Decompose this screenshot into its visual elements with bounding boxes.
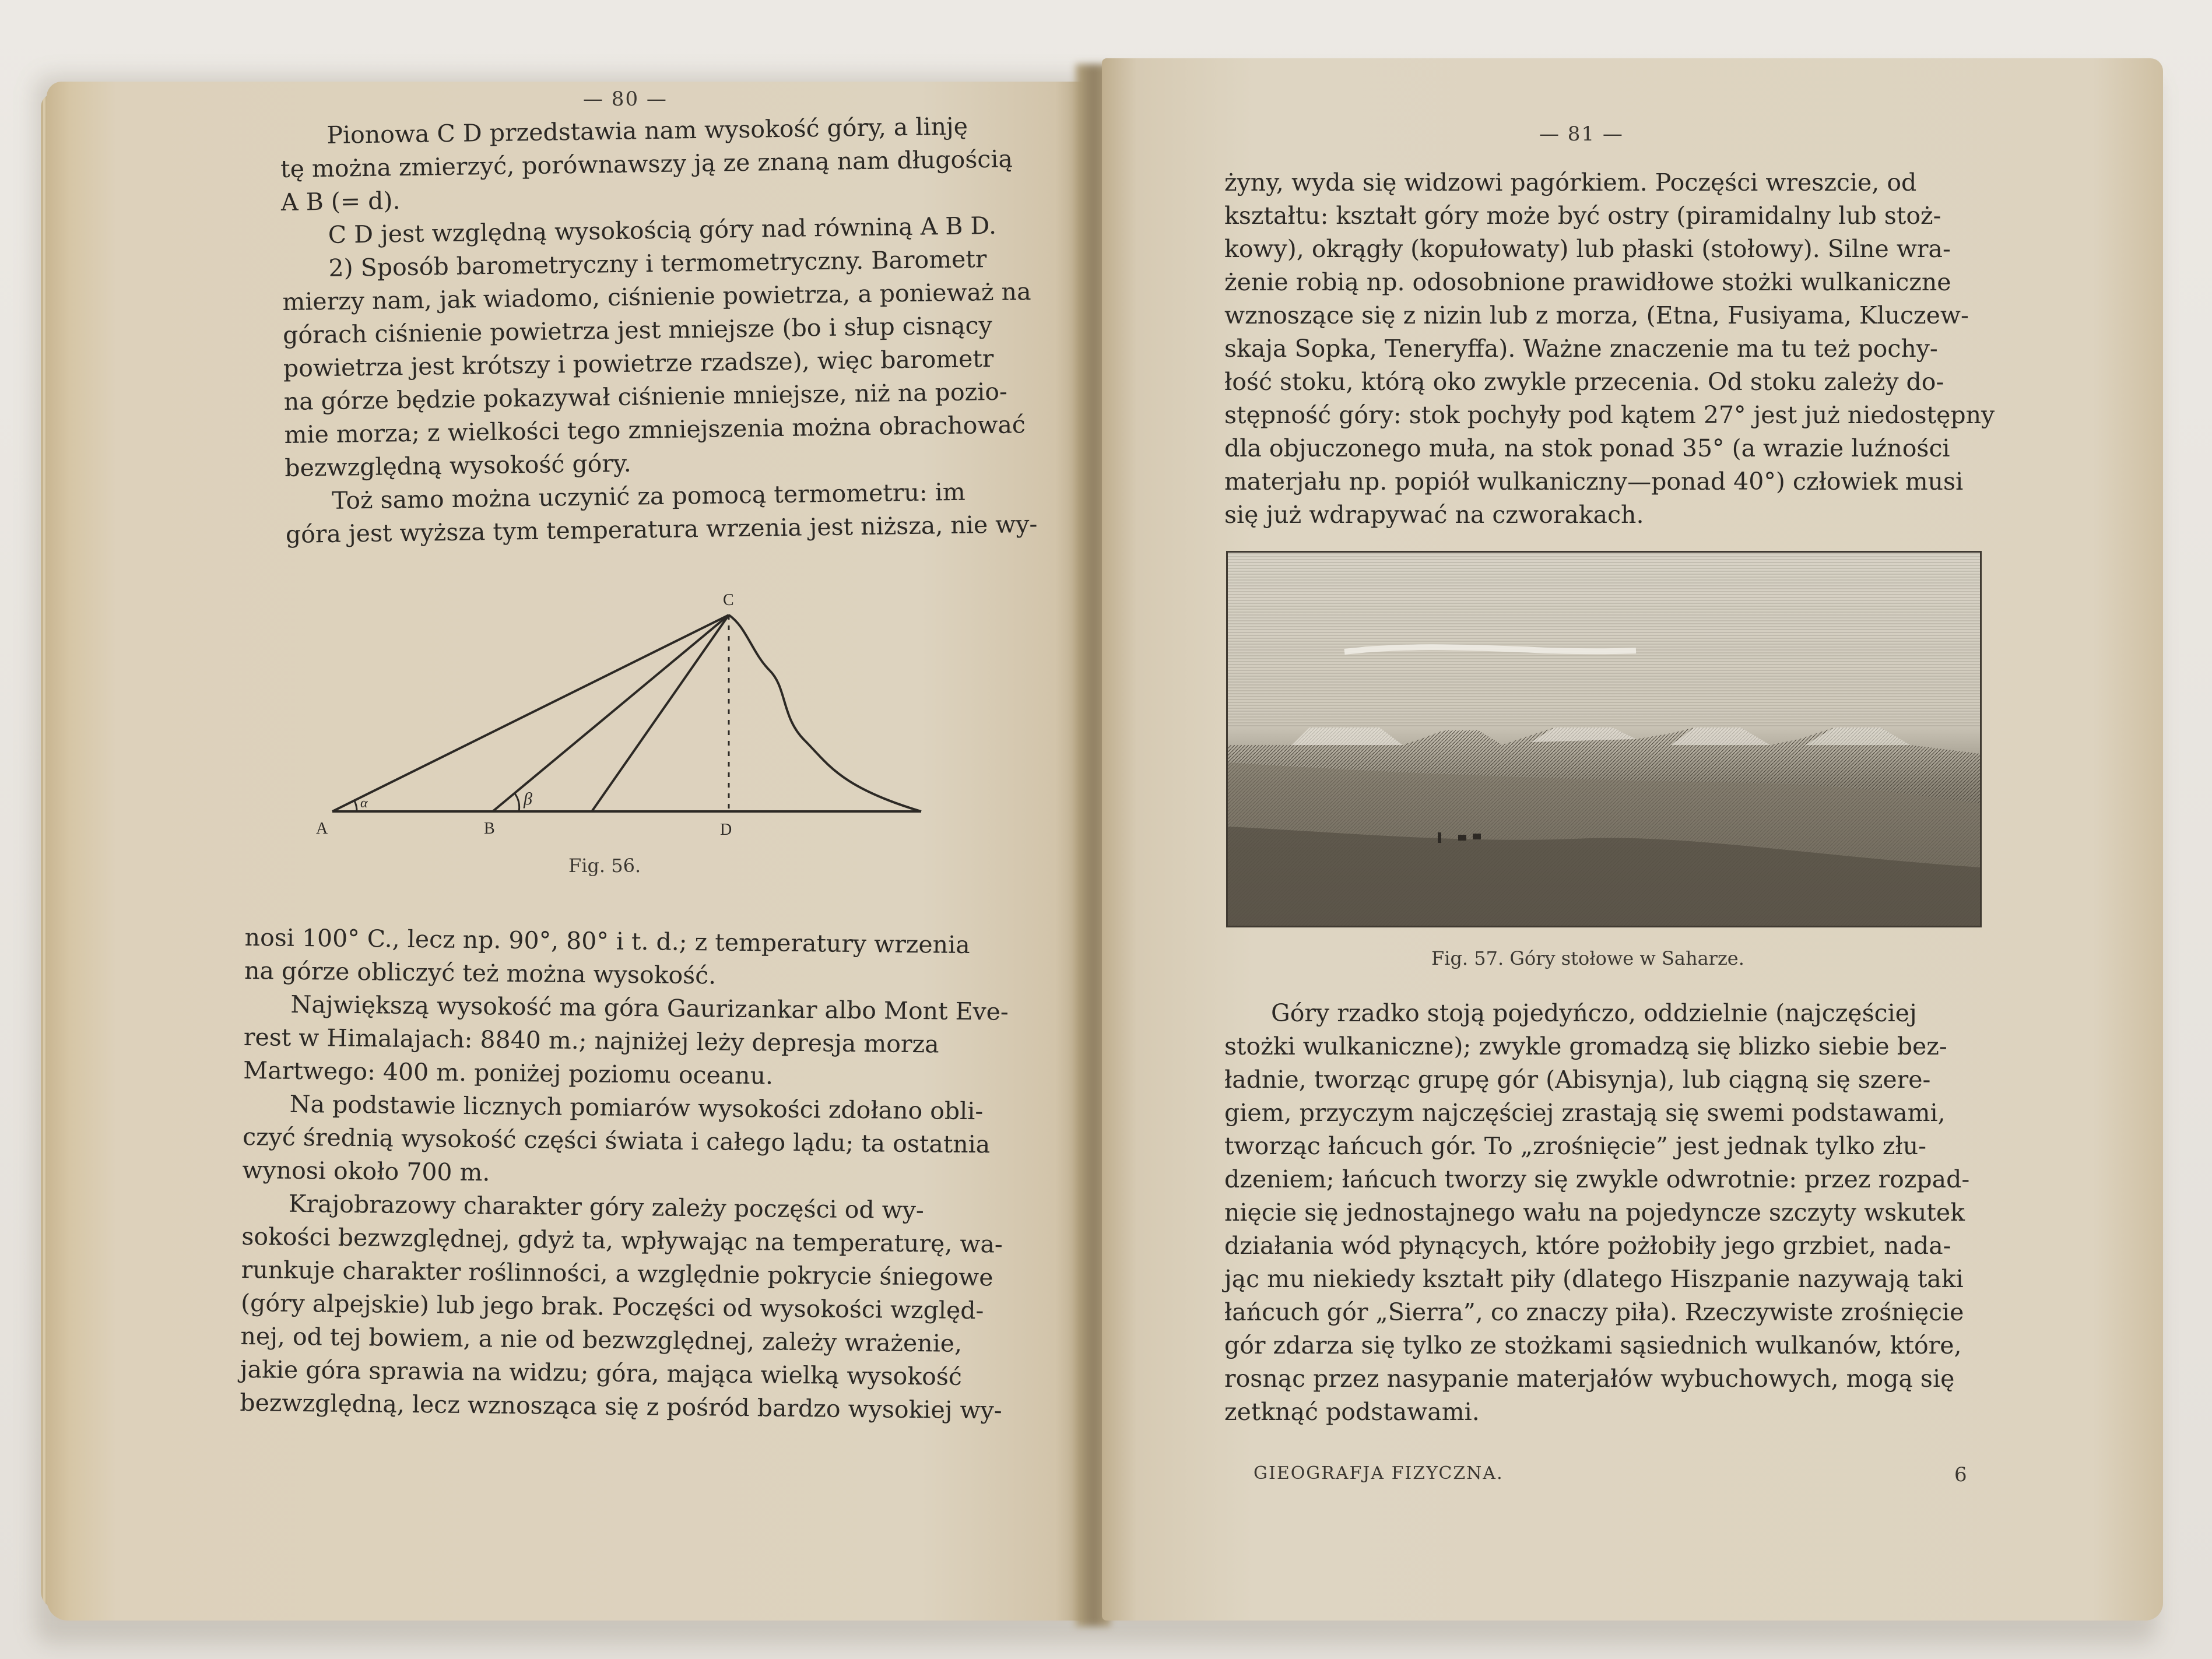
label-beta: β bbox=[524, 789, 532, 809]
text-line: materjału np. popiół wulkaniczny—ponad 40°) człowiek musi bbox=[1224, 468, 1964, 495]
text-line: bezwzględną wysokość góry. bbox=[285, 449, 632, 482]
text-line: mierzy nam, jak wiadomo, ciśnienie powietrza, a ponieważ na bbox=[282, 277, 1031, 316]
sight-line-a bbox=[332, 615, 729, 811]
text-line: wynosi około 700 m. bbox=[242, 1155, 490, 1187]
figure-57-illustration bbox=[1226, 551, 1982, 927]
text-line: działania wód płynących, które pożłobiły jego grzbiet, nada- bbox=[1224, 1232, 1951, 1260]
text-line: 2) Sposób barometryczny i termometryczny. Barometr bbox=[328, 245, 987, 282]
text-line: Pionowa C D przedstawia nam wysokość góry, a linję bbox=[326, 112, 968, 149]
text-line: mie morza; z wielkości tego zmniejszenia można obrachować bbox=[284, 410, 1026, 449]
text-line: Krajobrazowy charakter góry zależy poczęści od wy- bbox=[288, 1189, 925, 1225]
text-line: czyć średnią wysokość części świata i całego lądu; ta ostatnia bbox=[242, 1122, 991, 1159]
text-line: tworząc łańcuch gór. To „zrośnięcie” jest jednak tylko złu- bbox=[1224, 1132, 1926, 1160]
right-text-top bbox=[1224, 166, 1995, 532]
text-line: kształtu: kształt góry może być ostry (piramidalny lub stoż- bbox=[1224, 202, 1941, 230]
footer-sheet-number: 6 bbox=[1954, 1463, 1968, 1486]
text-line: dla objuczonego muła, na stok ponad 35° (a wrazie luźności bbox=[1224, 434, 1950, 462]
label-a: A bbox=[316, 820, 328, 838]
label-alpha: α bbox=[360, 796, 368, 811]
left-page-number: — 80 — bbox=[583, 87, 668, 111]
text-line: jakie góra sprawia na widzu; góra, mająca wielką wysokość bbox=[240, 1355, 963, 1391]
text-line: Największą wysokość ma góra Gaurizankar albo Mont Eve- bbox=[290, 990, 1009, 1026]
text-line: nięcie się jednostajnego wału na pojedyncze szczyty wskutek bbox=[1224, 1198, 1965, 1226]
left-text-bottom bbox=[240, 921, 1009, 1428]
text-line: rosnąc przez nasypanie materjałów wybuchowych, mogą się bbox=[1224, 1365, 1955, 1393]
angle-alpha-arc bbox=[354, 801, 357, 811]
text-line: na górze obliczyć też można wysokość. bbox=[244, 956, 717, 990]
text-line: zetknąć podstawami. bbox=[1224, 1398, 1480, 1426]
text-line: Góry rzadko stoją pojedyńczo, oddzielnie (najczęściej bbox=[1271, 999, 1917, 1027]
text-line: Na podstawie licznych pomiarów wysokości zdołano obli- bbox=[289, 1089, 984, 1126]
text-line: góra jest wyższa tym temperatura wrzenia jest niższa, nie wy- bbox=[285, 509, 1038, 549]
text-line: Toż samo można uczynić za pomocą termometru: im bbox=[331, 477, 965, 515]
text-line: stożki wulkaniczne); zwykle gromadzą się blizko siebie bez- bbox=[1224, 1032, 1947, 1060]
footer-book-title: GIEOGRAFJA FIZYCZNA. bbox=[1254, 1463, 1504, 1484]
text-line: nosi 100° C., lecz np. 90°, 80° i t. d.; z temperatury wrzenia bbox=[244, 923, 970, 959]
text-line: dzeniem; łańcuch tworzy się zwykle odwrotnie: przez rozpad- bbox=[1224, 1165, 1970, 1193]
text-line: żenie robią np. odosobnione prawidłowe stożki wulkaniczne bbox=[1224, 268, 1951, 296]
text-line: jąc mu niekiedy kształt piły (dlatego Hiszpanie nazywają taki bbox=[1224, 1265, 1964, 1293]
text-line: bezwzględną, lecz wznosząca się z pośród bardzo wysokiej wy- bbox=[240, 1388, 1002, 1425]
text-line: gór zdarza się tylko ze stożkami sąsiednich wulkanów, które, bbox=[1224, 1331, 1962, 1359]
mountain-slope bbox=[729, 615, 921, 811]
text-line: C D jest względną wysokością góry nad równiną A B D. bbox=[328, 211, 997, 249]
text-line: się już wdrapywać na czworakach. bbox=[1224, 501, 1644, 529]
text-line: na górze będzie pokazywał ciśnienie mniejsze, niż na pozio- bbox=[283, 377, 1008, 416]
text-line: wznoszące się z nizin lub z morza, (Etna, Fusiyama, Kluczew- bbox=[1224, 301, 1969, 329]
right-text-bottom bbox=[1224, 997, 1969, 1429]
figure-57-caption: Fig. 57. Góry stołowe w Saharze. bbox=[1431, 947, 1744, 969]
text-line: sokości bezwzględnej, gdyż ta, wpływając na temperaturę, wa- bbox=[241, 1222, 1003, 1259]
text-line: runkuje charakter roślinności, a względnie pokrycie śniegowe bbox=[241, 1255, 993, 1292]
label-d: D bbox=[720, 821, 732, 839]
text-line: żyny, wyda się widzowi pagórkiem. Poczęści wreszcie, od bbox=[1224, 168, 1917, 196]
text-line: powietrza jest krótszy i powietrze rzadsze), więc barometr bbox=[283, 344, 994, 382]
right-page-number: — 81 — bbox=[1539, 122, 1624, 146]
text-line: górach ciśnienie powietrza jest mniejsze (bo i słup cisnący bbox=[282, 311, 993, 349]
text-line: tę można zmierzyć, porównawszy ją ze znaną nam długością bbox=[280, 145, 1013, 183]
text-line: łańcuch gór „Sierra”, co znaczy piła). Rzeczywiste zrośnięcie bbox=[1224, 1298, 1964, 1326]
text-line: (góry alpejskie) lub jego brak. Poczęści od wysokości względ- bbox=[240, 1288, 984, 1325]
text-line: A B (= d). bbox=[280, 187, 401, 216]
text-line: skaja Sopka, Teneryffa). Ważne znaczenie ma tu też pochy- bbox=[1224, 335, 1938, 363]
text-line: kowy), okrągły (kopułowaty) lub płaski (stołowy). Silne wra- bbox=[1224, 235, 1951, 263]
left-text-top bbox=[280, 109, 1038, 551]
text-line: rest w Himalajach: 8840 m.; najniżej leży depresja morza bbox=[243, 1022, 939, 1059]
figure-56-caption: Fig. 56. bbox=[568, 855, 641, 877]
text-line: giem, przyczym najczęściej zrastają się swemi podstawami, bbox=[1224, 1099, 1946, 1127]
text-line: ładnie, tworząc grupę gór (Abisynja), lub ciągną się szere- bbox=[1224, 1066, 1931, 1094]
label-c: C bbox=[723, 591, 734, 609]
angle-beta-arc bbox=[514, 793, 519, 811]
text-line: stępność góry: stok pochyły pod kątem 27° jest już niedostępny bbox=[1224, 401, 1995, 429]
label-b: B bbox=[484, 820, 495, 838]
text-line: Martwego: 400 m. poniżej poziomu oceanu. bbox=[243, 1056, 774, 1090]
text-line: łość stoku, którą oko zwykle przecenia. Od stoku zależy do- bbox=[1224, 368, 1944, 396]
figure-56-diagram bbox=[286, 583, 985, 839]
text-line: nej, od tej bowiem, a nie od bezwzględnej, zależy wrażenie, bbox=[240, 1321, 963, 1358]
